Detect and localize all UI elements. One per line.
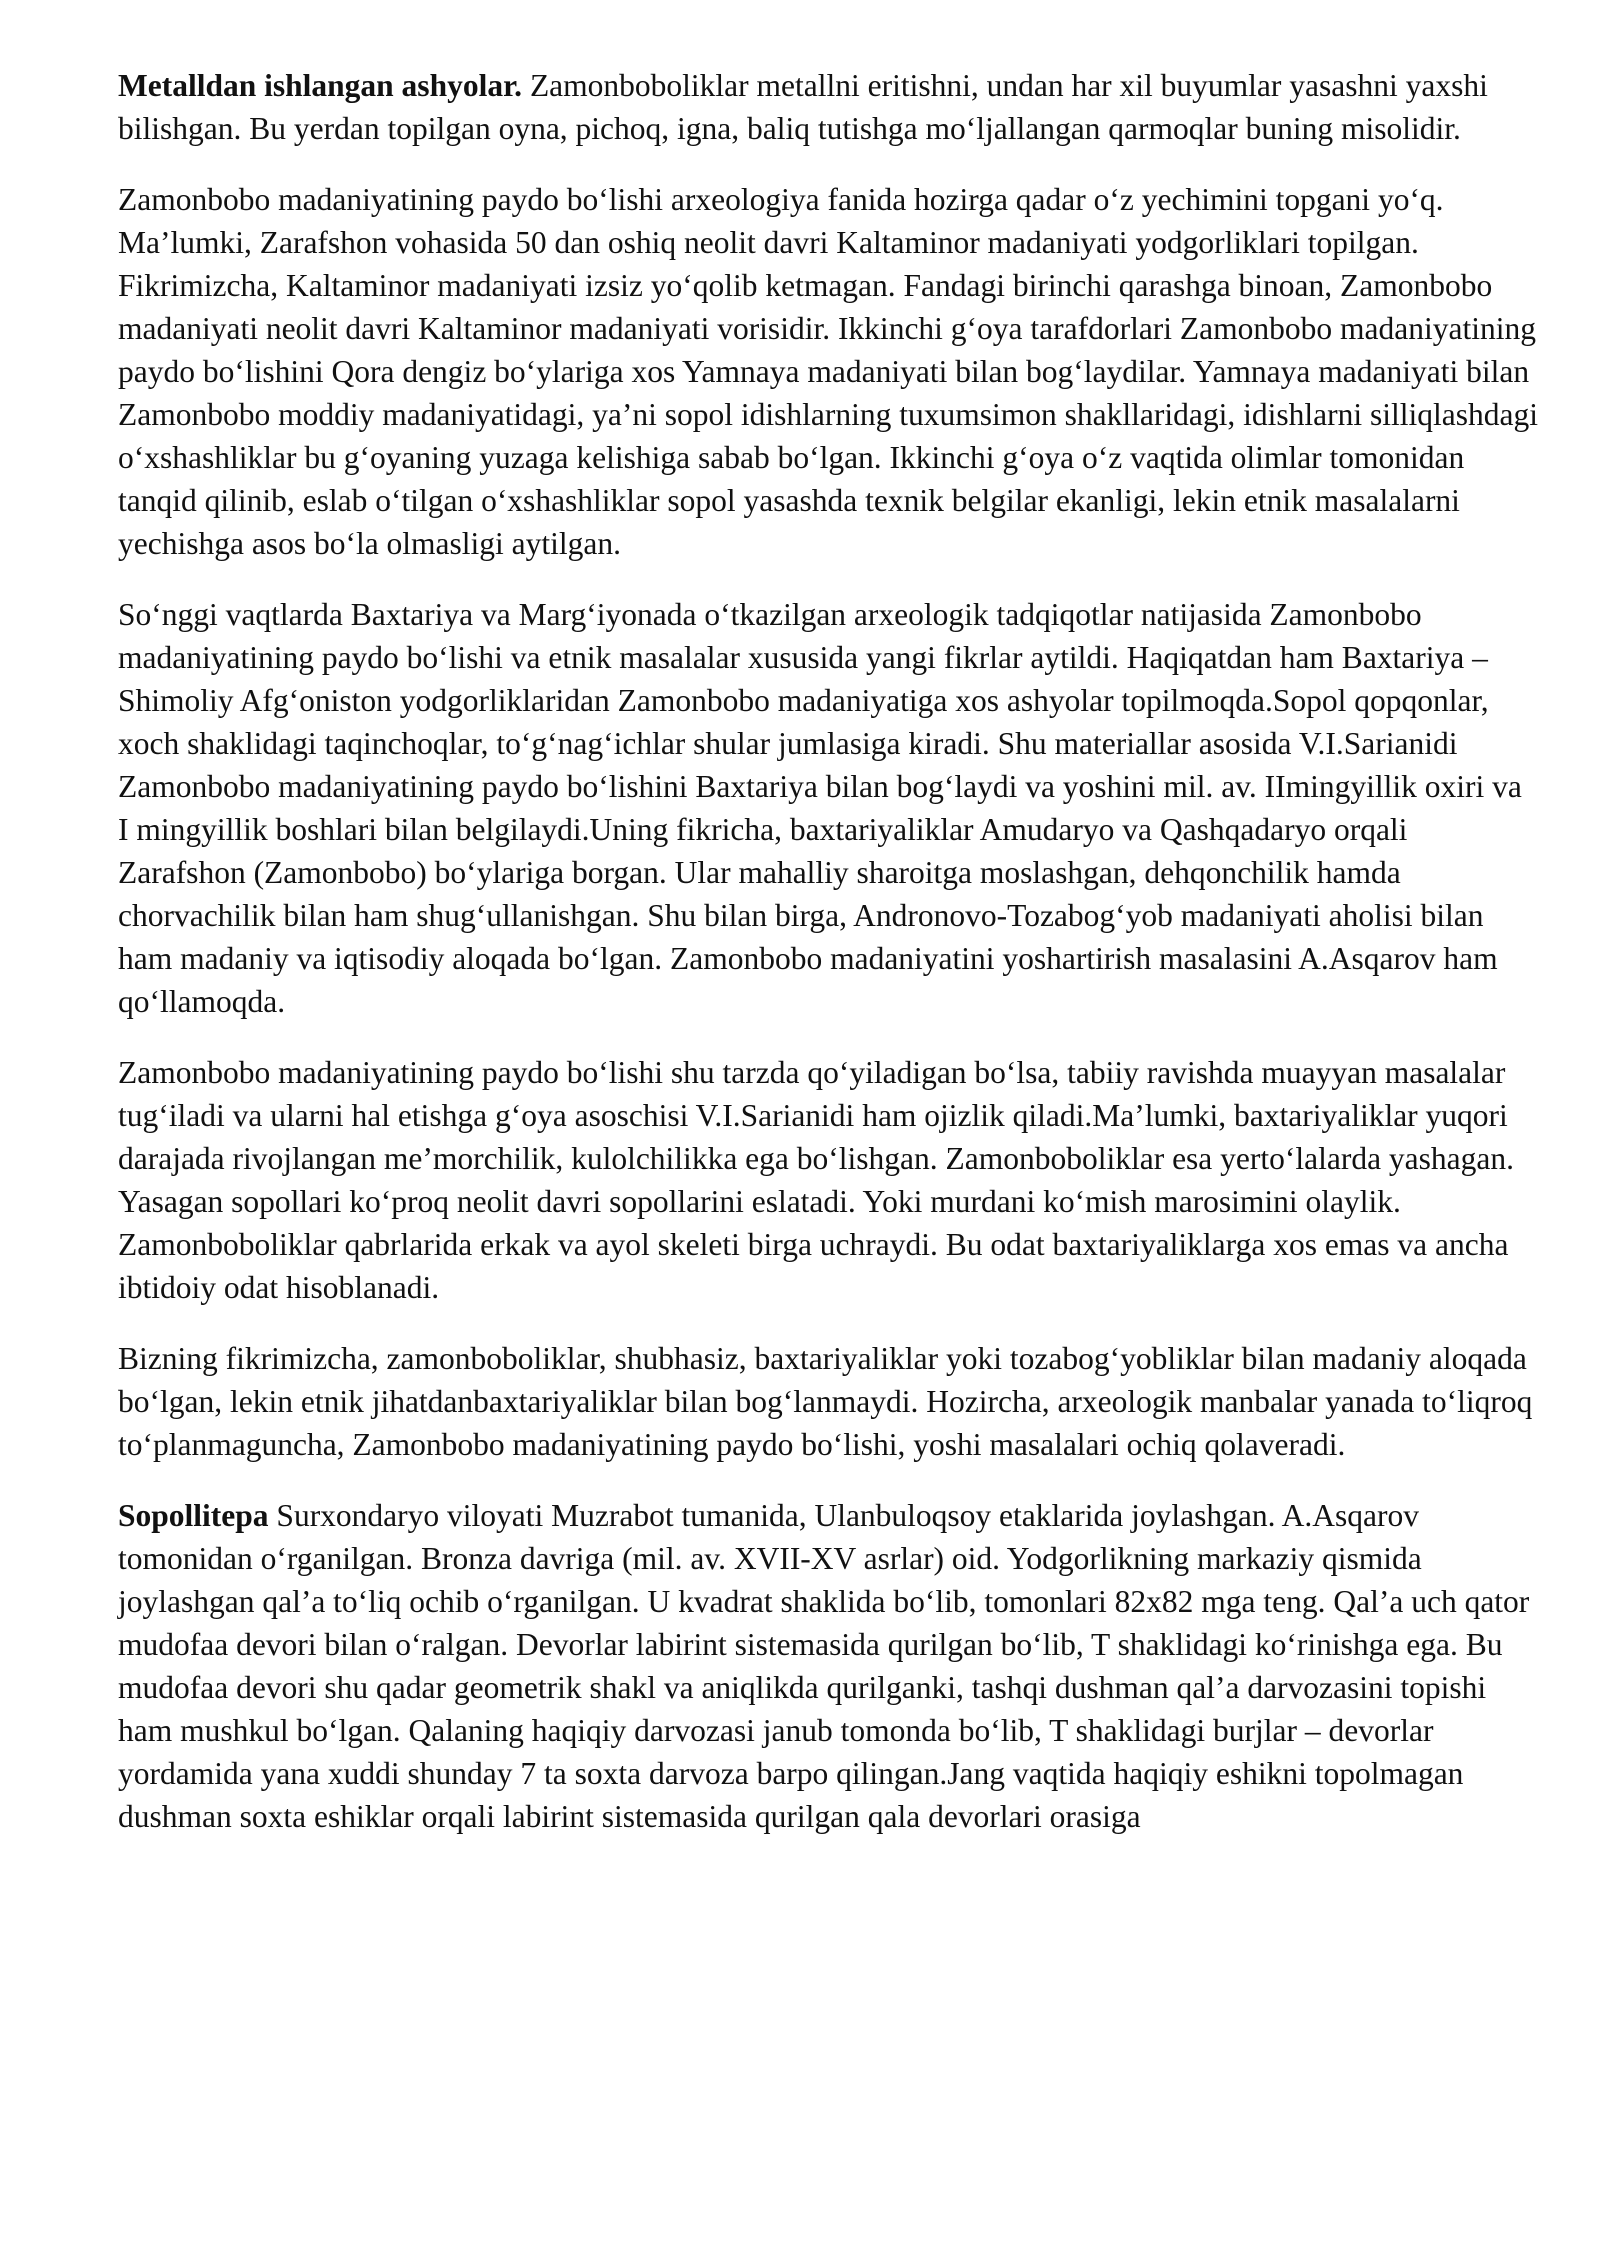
paragraph-sopollitepa: [118, 1494, 1538, 1838]
paragraph-origin-question: [118, 178, 1538, 565]
paragraph-conclusion: [118, 1337, 1538, 1466]
paragraph-metal-artifacts: [118, 64, 1538, 150]
paragraph-heading: Metalldan ishlangan ashyolar.: [118, 68, 523, 103]
paragraph-text: Bizning fikrimizcha, zamonboboliklar, shubhasiz, baxtariyaliklar yoki tozabog‘yobliklar bilan madaniy aloqada bo‘lgan, lekin etnik jihatdanbaxtariyaliklar bilan bog‘lanmaydi. Hozircha, arxeologik manbalar yanada to‘liqroq to‘planmaguncha, Zamonbobo madaniyatining paydo bo‘lishi, yoshi masalalari ochiq qolaveradi.: [118, 1341, 1533, 1462]
document-page: [118, 64, 1538, 1866]
paragraph-text: Zamonbobo madaniyatining paydo bo‘lishi shu tarzda qo‘yiladigan bo‘lsa, tabiiy ravishda muayyan masalalar tug‘iladi va ularni hal etishga g‘oya asoschisi V.I.Sarianidi ham ojizlik qiladi.Ma’lumki, baxtariyaliklar yuqori darajada rivojlangan me’morchilik, kulolchilikka ega bo‘lishgan. Zamonboboliklar esa yerto‘lalarda yashagan. Yasagan sopollari ko‘proq neolit davri sopollarini eslatadi. Yoki murdani ko‘mish marosimini olaylik. Zamonboboliklar qabrlarida erkak va ayol skeleti birga uchraydi. Bu odat baxtariyaliklarga xos emas va ancha ibtidoiy odat hisoblanadi.: [118, 1055, 1515, 1305]
paragraph-bactria-research: [118, 593, 1538, 1023]
paragraph-text: Surxondaryo viloyati Muzrabot tumanida, Ulanbuloqsoy etaklarida joylashgan. A.Asqarov tomonidan o‘rganilgan. Bronza davriga (mil. av. XVII-XV asrlar) oid. Yodgorlikning markaziy qismida joylashgan qal’a to‘liq ochib o‘rganilgan. U kvadrat shaklida bo‘lib, tomonlari 82x82 mga teng. Qal’a uch qator mudofaa devori bilan o‘ralgan. Devorlar labirint sistemasida qurilgan bo‘lib, T shaklidagi ko‘rinishga ega. Bu mudofaa devori shu qadar geometrik shakl va aniqlikda qurilganki, tashqi dushman qal’a darvozasini topishi ham mushkul bo‘lgan. Qalaning haqiqiy darvozasi janub tomonda bo‘lib, T shaklidagi burjlar – devorlar yordamida yana xuddi shunday 7 ta soxta darvoza barpo qilingan.Jang vaqtida haqiqiy eshikni topolmagan dushman soxta eshiklar orqali labirint sistemasida qurilgan qala devorlari orasiga: [118, 1498, 1530, 1834]
paragraph-text: Zamonboboliklar metallni eritishni, undan har xil buyumlar yasashni yaxshi bilishgan. Bu yerdan topilgan oyna, pichoq, igna, baliq tutishga mo‘ljallangan qarmoqlar buning misolidir.: [118, 68, 1488, 146]
paragraph-text: Zamonbobo madaniyatining paydo bo‘lishi arxeologiya fanida hozirga qadar o‘z yechimini topgani yo‘q. Ma’lumki, Zarafshon vohasida 50 dan oshiq neolit davri Kaltaminor madaniyati yodgorliklari topilgan. Fikrimizcha, Kaltaminor madaniyati izsiz yo‘qolib ketmagan. Fandagi birinchi qarashga binoan, Zamonbobo madaniyati neolit davri Kaltaminor madaniyati vorisidir. Ikkinchi g‘oya tarafdorlari Zamonbobo madaniyatining paydo bo‘lishini Qora dengiz bo‘ylariga xos Yamnaya madaniyati bilan bog‘laydilar. Yamnaya madaniyati bilan Zamonbobo moddiy madaniyatidagi, ya’ni sopol idishlarning tuxumsimon shakllaridagi, idishlarni silliqlashdagi o‘xshashliklar bu g‘oyaning yuzaga kelishiga sabab bo‘lgan. Ikkinchi g‘oya o‘z vaqtida olimlar tomonidan tanqid qilinib, eslab o‘tilgan o‘xshashliklar sopol yasashda texnik belgilar ekanligi, lekin etnik masalalarni yechishga asos bo‘la olmasligi aytilgan.: [118, 182, 1538, 561]
paragraph-text: So‘nggi vaqtlarda Baxtariya va Marg‘iyonada o‘tkazilgan arxeologik tadqiqotlar natijasida Zamonbobo madaniyatining paydo bo‘lishi va etnik masalalar xususida yangi fikrlar aytildi. Haqiqatdan ham Baxtariya – Shimoliy Afg‘oniston yodgorliklaridan Zamonbobo madaniyatiga xos ashyolar topilmoqda.Sopol qopqonlar, xoch shaklidagi taqinchoqlar, to‘g‘nag‘ichlar shular jumlasiga kiradi. Shu materiallar asosida V.I.Sarianidi Zamonbobo madaniyatining paydo bo‘lishini Baxtariya bilan bog‘laydi va yoshini mil. av. IImingyillik oxiri va I mingyillik boshlari bilan belgilaydi.Uning fikricha, baxtariyaliklar Amudaryo va Qashqadaryo orqali Zarafshon (Zamonbobo) bo‘ylariga borgan. Ular mahalliy sharoitga moslashgan, dehqonchilik hamda chorvachilik bilan ham shug‘ullanishgan. Shu bilan birga, Andronovo-Tozabog‘yob madaniyati aholisi bilan ham madaniy va iqtisodiy aloqada bo‘lgan. Zamonbobo madaniyatini yoshartirish masalasini A.Asqarov ham qo‘llamoqda.: [118, 597, 1522, 1019]
paragraph-heading: Sopollitepa: [118, 1498, 269, 1533]
paragraph-problems: [118, 1051, 1538, 1309]
